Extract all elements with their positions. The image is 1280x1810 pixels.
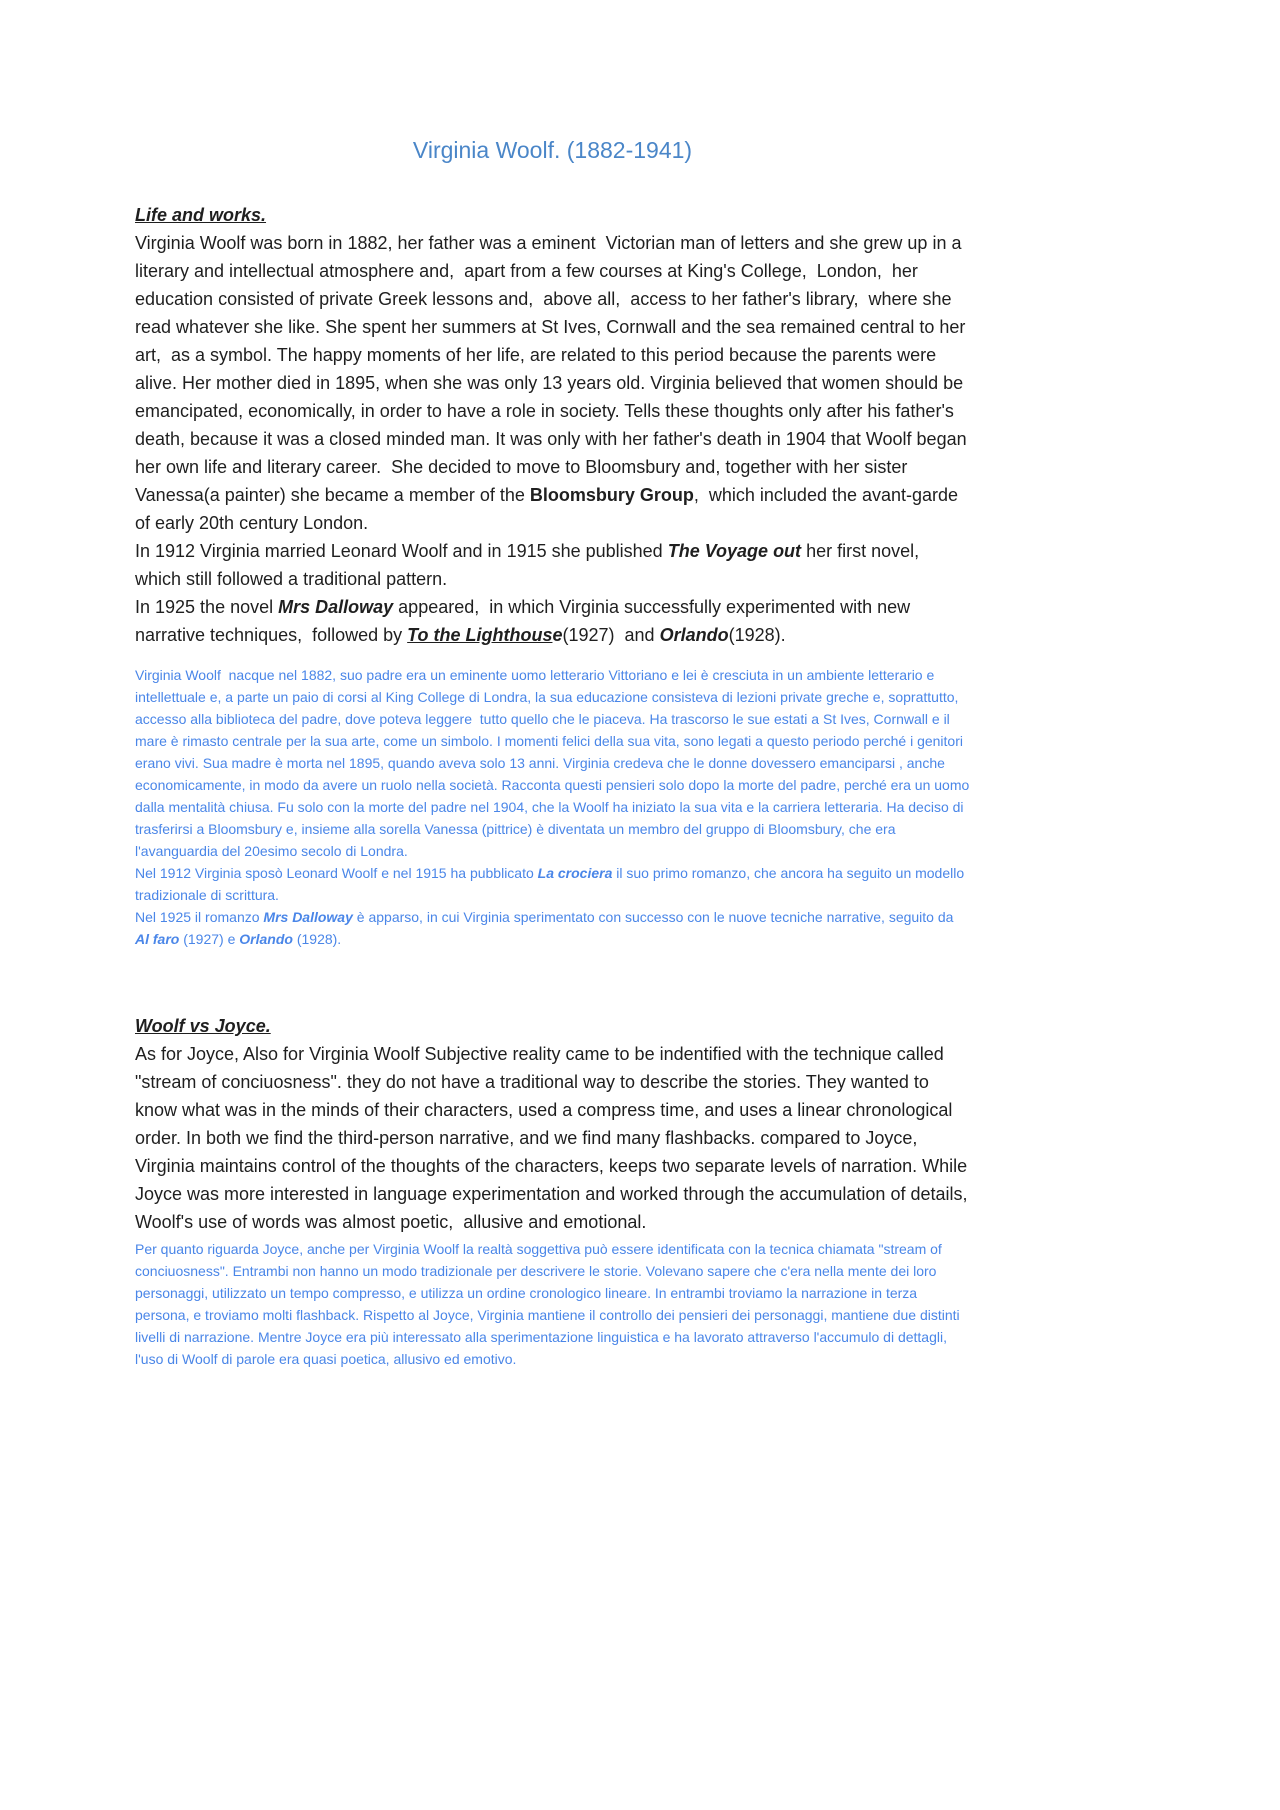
text-run: Virginia Woolf was born in 1882, her father was a eminent Victorian man of letters and she grew up in a literary and intellectual atmosphere and, apart from a few courses at King's College, London, her education consisted of private Greek lessons and, above all, access to her father's library, where she read whatever she like. She spent her summers at St Ives, Cornwall and the sea remained central to her art, as a symbol. The happy moments of her life, are related to this period because the parents were alive. Her mother died in 1895, when she was only 13 years old. Virginia believed that women should be emancipated, economically, in order to have a role in society. Tells these thoughts only after his father's death, because it was a closed minded man. It was only with her father's death in 1904 that Woolf began her own life and literary career. She decided to move to Bloomsbury and, together with her sister Vanessa(a painter) she became a member of the <box>135 233 972 505</box>
text-run: (1927) and <box>562 625 660 645</box>
paragraph <box>135 229 970 537</box>
paragraph <box>135 537 970 593</box>
text-run: Mrs Dalloway <box>278 597 394 617</box>
text-run: (1928). <box>728 625 786 645</box>
paragraph <box>135 862 970 906</box>
paragraph <box>135 593 970 649</box>
text-run: il suo primo romanzo, che ancora ha seguito un modello tradizionale di scrittura. <box>135 865 969 903</box>
text-run: (1927) e <box>179 931 240 947</box>
english-text-life-and-works <box>135 229 970 649</box>
paragraph <box>135 1040 978 1236</box>
paragraph <box>135 1238 970 1370</box>
text-run: Bloomsbury Group <box>529 485 694 505</box>
text-run: La crociera <box>537 865 613 881</box>
text-run: As for Joyce, Also for Virginia Woolf Subjective reality came to be indentified with the technique called "stream of conciuosness". they do not have a traditional way to describe the stories. They wanted to know what was in the minds of their characters, used a compress time, and uses a linear chronological order. In both we find the third-person narrative, and we find many flashbacks. compared to Joyce, Virginia maintains control of the thoughts of the characters, keeps two separate levels of narration. While Joyce was more interested in language experimentation and worked through the accumulation of details, Woolf's use of words was almost poetic, allusive and emotional. <box>135 1044 978 1232</box>
text-run: The Voyage out <box>667 541 802 561</box>
paragraph <box>135 664 974 862</box>
text-run: Nel 1925 il romanzo <box>135 909 264 925</box>
section-heading-woolf-vs-joyce: Woolf vs Joyce. <box>135 1016 271 1036</box>
text-run: Mrs Dalloway <box>263 909 353 925</box>
text-run: her first novel, which still followed a traditional pattern. <box>135 541 930 589</box>
section-woolf-vs-joyce <box>135 1012 978 1370</box>
text-run: In 1912 Virginia married Leonard Woolf and in 1915 she published <box>135 541 668 561</box>
text-run: In 1925 the novel <box>135 597 279 617</box>
section-life-and-works <box>135 201 974 950</box>
paragraph <box>135 906 970 950</box>
text-run: Virginia Woolf nacque nel 1882, suo padre era un eminente uomo letterario Vittoriano e lei è cresciuta in un ambiente letterario e intellettuale e, a parte un paio di corsi al King College di Londra, la sua educazione consisteva di lezioni private greche e, soprattutto, accesso alla biblioteca del padre, dove poteva leggere tutto quello che le piaceva. Ha trascorso le sue estati a St Ives, Cornwall e il mare è rimasto centrale per la sua arte, come un simbolo. I momenti felici della sua vita, sono legati a questo periodo perché i genitori erano vivi. Sua madre è morta nel 1895, quando aveva solo 13 anni. Virginia credeva che le donne dovessero emanciparsi , anche economicamente, in modo da avere un ruolo nella società. Racconta questi pensieri solo dopo la morte del padre, perché era un uomo dalla mentalità chiusa. Fu solo con la morte del padre nel 1904, che la Woolf ha iniziato la sua vita e la carriera letteraria. Ha deciso di trasferirsi a Bloomsbury e, insieme alla sorella Vanessa (pittrice) è diventata un membro del gruppo di Bloomsbury, che era l'avanguardia del 20esimo secolo di Londra. <box>135 667 974 859</box>
italian-translation-woolf-vs-joyce <box>135 1238 970 1370</box>
text-run: è apparso, in cui Virginia sperimentato con successo con le nuove tecniche narrative, seguito da <box>352 909 958 925</box>
text-run: Orlando <box>239 931 293 947</box>
text-run: Orlando <box>659 625 729 645</box>
text-run: appeared, in which Virginia successfully experimented with new narrative techniques, followed by <box>135 597 916 645</box>
text-run: Al faro <box>135 931 180 947</box>
section-heading-life-and-works: Life and works. <box>135 205 267 225</box>
text-run: e <box>552 625 563 645</box>
text-run: Nel 1912 Virginia sposò Leonard Woolf e nel 1915 ha pubblicato <box>135 865 538 881</box>
text-run: To the Lighthous <box>407 625 553 645</box>
text-run: Per quanto riguarda Joyce, anche per Virginia Woolf la realtà soggettiva può essere identificata con la tecnica chiamata "stream of conciuosness". Entrambi non hanno un modo tradizionale per descrivere le storie. Volevano sapere che c'era nella mente dei loro personaggi, utilizzato un tempo compresso, e utilizza un ordine cronologico lineare. In entrambi troviamo la narrazione in terza persona, e troviamo molti flashback. Rispetto al Joyce, Virginia mantiene il controllo dei pensieri dei personaggi, mantiene due distinti livelli di narrazione. Mentre Joyce era più interessato alla sperimentazione linguistica e ha lavorato attraverso l'accumulo di dettagli, l'uso di Woolf di parole era quasi poetica, allusivo ed emotivo. <box>135 1241 964 1367</box>
page-title: Virginia Woolf. (1882-1941) <box>412 137 693 163</box>
text-run: , which included the avant-garde of early 20th century London. <box>135 485 964 533</box>
text-run: (1928). <box>292 931 342 947</box>
italian-translation-life-and-works <box>135 664 974 950</box>
english-text-woolf-vs-joyce <box>135 1040 978 1236</box>
